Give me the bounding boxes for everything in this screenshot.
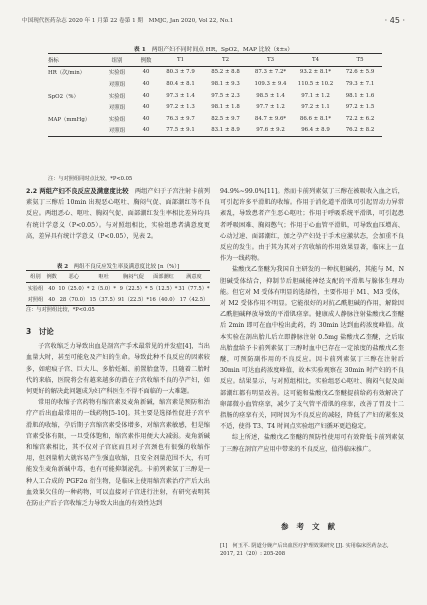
table2-col-header: 呕吐	[98, 274, 109, 280]
table-cell: 72.6 ± 5.9	[345, 69, 375, 76]
table-cell: 96.4 ± 8.9	[301, 127, 330, 134]
table-cell: 79.3 ± 7.1	[345, 80, 375, 87]
table-cell	[48, 101, 100, 113]
table-cell	[48, 78, 100, 90]
table-cell: 实验组	[108, 93, 126, 100]
table-cell: 84.7 ± 9.6*	[254, 115, 287, 122]
table-cell: 97.6 ± 9.2	[256, 127, 285, 134]
table1	[48, 53, 382, 137]
table2	[26, 270, 210, 306]
table-cell: 110.5 ± 10.2	[297, 80, 334, 87]
page-number: · 45 ·	[384, 15, 405, 25]
table-cell: 85.2 ± 8.8	[211, 69, 240, 76]
table-cell: 97.7 ± 1.2	[256, 104, 285, 111]
table2-caption	[26, 262, 210, 270]
table-row	[48, 101, 382, 113]
table1-col-header: 指标	[48, 57, 59, 64]
table2-header-row	[26, 271, 210, 283]
table-cell: 40	[142, 127, 150, 134]
table-row	[26, 283, 210, 295]
table1-label: 表 1	[133, 47, 146, 53]
table-cell: 77.5 ± 9.1	[166, 127, 195, 134]
reference-item: [1] 何玉平. 阴道分娩产后出血医疗护理效果研究 [J]. 实用临床医药杂志, 2017, 21（20）: 205-208	[220, 543, 389, 558]
table1-col-header: T3	[266, 56, 275, 63]
table1-col-header: T2	[221, 56, 230, 63]
references-list	[220, 542, 404, 559]
table1-note: 注：与对照组同时点比较，*P<0.05	[48, 176, 133, 182]
table-cell: 对照组	[27, 297, 44, 303]
table-cell: 80.4 ± 8.1	[166, 80, 195, 87]
left-column-bottom	[26, 326, 210, 509]
table-row	[26, 294, 210, 306]
table-cell: 15（37.5）	[89, 297, 118, 303]
paragraph: 综上所述，盐酸戊乙奎醚的预防性使用可有效降低卡前列素氨丁三醇在剖宫产应用中带来的不良反应，值得临床推广。	[220, 434, 404, 453]
table2-note: 注：与对照组比较，*P<0.05	[26, 307, 95, 313]
right-column	[220, 186, 404, 455]
section-heading-3: 3 讨论	[26, 327, 54, 336]
table-cell: 40	[142, 104, 150, 111]
table-cell: 31（77.5）*	[178, 286, 210, 292]
table-cell: 98.1 ± 1.8	[211, 104, 240, 111]
table-cell: 实验组	[27, 286, 44, 292]
table-cell: 87.3 ± 7.2*	[254, 69, 287, 76]
table-cell: HR（次/min）	[48, 70, 86, 77]
table1-header-row	[48, 54, 382, 67]
table2-col-header: 恶心	[68, 274, 80, 280]
table-cell: 98.1 ± 1.6	[345, 92, 375, 99]
table1-col-header: 组别	[111, 57, 123, 64]
table-cell: MAP（mmHg）	[48, 116, 91, 123]
table-cell: 97.1 ± 1.2	[301, 92, 330, 99]
table-cell: 91（22.5）*	[117, 297, 150, 303]
table1-caption-text: 两组产妇不同时间点 HR，SpO2，MAP 比较（x̄±s）	[151, 47, 294, 53]
table-cell: 9（22.5）*	[119, 286, 148, 292]
table-cell: 40	[142, 115, 150, 122]
table-cell	[48, 125, 100, 137]
table-cell: 97.3 ± 1.4	[166, 92, 195, 99]
table-cell: 97.2 ± 1.3	[166, 104, 195, 111]
table1-col-header: 例数	[140, 57, 152, 64]
table-cell: 72.2 ± 6.2	[345, 115, 375, 122]
table1-col-header: T4	[311, 56, 320, 63]
journal-info: 中国现代医药杂志 2020 年 1 月第 22 卷第 1 期 MMJC, Jan 2020, Vol 22, No.1	[22, 18, 234, 24]
table-cell: 93.2 ± 8.1*	[299, 69, 332, 76]
table-cell: 76.2 ± 8.2	[345, 127, 375, 134]
table-cell: 实验组	[108, 70, 126, 77]
table-row	[48, 113, 382, 125]
table-cell: 83.1 ± 8.9	[211, 127, 240, 134]
table1-caption	[0, 44, 427, 53]
table-row	[48, 66, 382, 78]
table2-col-header: 胸闷气促	[123, 274, 144, 280]
table-row	[48, 90, 382, 102]
table2-col-header: 面部潮红	[153, 274, 174, 280]
table-cell: 对照组	[108, 128, 126, 135]
table-cell: 98.1 ± 9.3	[211, 80, 240, 87]
section-heading-2-2: 2.2 两组产妇不良反应及满意度比较	[26, 188, 129, 195]
table-cell: 98.5 ± 1.4	[256, 92, 285, 99]
table-cell: 80.3 ± 7.9	[166, 69, 195, 76]
table-cell: 28（70.0）	[59, 297, 89, 303]
table-cell: 对照组	[108, 105, 126, 112]
table-cell: 97.5 ± 2.3	[211, 92, 240, 99]
references-heading: 参考文献	[281, 522, 343, 531]
table-cell: SpO2（%）	[48, 93, 79, 100]
table-cell: 17（42.5）	[179, 297, 209, 303]
table1-col-header: T5	[356, 56, 364, 63]
paragraph: 两组产妇于子宫注射卡前列素氨丁三醇后 10min 出现恶心呕吐、胸闷气促、面部潮红等不良反应。两组恶心、呕吐、胸闷气促、面部潮红发生率相比差异均具有统计学意义（P<0.05）。与对照组相比，实验组患者满意度更高，差异具有统计学意义（P<0.05），见表 2。	[26, 188, 210, 240]
running-header	[22, 14, 405, 26]
table-cell: 97.2 ± 1.5	[345, 104, 375, 111]
table-cell: 16（40.0）	[149, 297, 178, 303]
left-column-top	[26, 186, 210, 242]
table-cell: 实验组	[108, 116, 126, 123]
table-cell: 5（12.5）*	[149, 286, 178, 292]
table-cell: 86.6 ± 8.1*	[299, 115, 332, 122]
table1-col-header: T1	[176, 56, 185, 63]
table-cell: 2（5.0）*	[91, 286, 116, 292]
paragraph: 盐酸戊乙奎醚为我国自主研发的一种抗胆碱药，其能与 M、N 胆碱受体结合，抑制节后胆碱能神经支配的平滑肌与腺体生理功能。但它对 M 受体有明显的选择性，主要作用于 M1、M3 受体，对 M2 受体作用不明显。它能很好的对抗乙酰胆碱的作用，解除因乙酰胆碱释放导致的平滑肌痉挛。健康成人静脉注射盐酸戊乙奎醚后 2min 即可在血中检出此药，约 30min 达到血药浓度峰值。故本实验在剖出胎儿后立即静脉注射 0.5mg 盐酸戊乙奎醚，之后取出胎盘给予卡前列素氨丁三醇时血中已存在一定浓度的盐酸戊乙奎醚，可预防副作用的不良反应。因卡前列素氨丁三醇在注射后 30min 可达血药浓度峰值，故本实验观察在 30min 时产妇的不良反应。结果显示，与对照组相比，实验组恶心呕吐、胸闷气促及面部潮红都有明显改善。这可能和盐酸戊乙奎醚提前给药有效解决了卵部微小血管痉挛，减少了支气管平滑肌的痉挛，改善了胃及十二指肠的痉挛有关，同时因为不良反应的减轻，降低了产妇的紧张及不适，使得 T3、T4 时间点实验组产妇循环更趋稳定。	[220, 266, 404, 431]
table2-caption-text: 两组不良反应发生率及满意度比较 [n（%）]	[73, 264, 180, 270]
table-cell: 97.2 ± 1.1	[301, 104, 330, 111]
table2-label: 表 2	[56, 264, 69, 270]
table2-col-header: 组别	[30, 274, 41, 280]
table-cell: 40	[142, 69, 150, 76]
table-cell: 40	[48, 285, 55, 292]
table-cell: 40	[142, 92, 150, 99]
table2-col-header: 例数	[46, 274, 57, 280]
table-cell: 40	[48, 296, 55, 303]
table-cell: 40	[142, 80, 150, 87]
table-cell: 10（25.0）*	[58, 286, 90, 292]
table-cell: 76.3 ± 9.7	[166, 115, 195, 122]
table-row	[48, 78, 382, 90]
paragraph: 常用的收缩子宫药物有缩宫素及麦角新碱，缩宫素是预防和治疗产后出血最常用的一线药物[5-10]。其主要是选择性促进子宫平滑肌的收缩，孕后期子宫缩宫素受体增多，对缩宫素敏感，但是缩宫素受体有限，一旦受体饱和，缩宫素作用便大大减弱。麦角新碱和缩宫素相比，其不仅对子宫底而且对子宫颈也有很强的收缩作用，但剂量稍大就容易产生强直收缩，且安全剂量范围不大，有可能发生麦角新碱中毒，也有可能抑制泌乳。卡前列素氨丁三醇是一种人工合成的 PGF2α 衍生物，是临床上使用缩宫素治疗产后大出血效果欠佳的一种药物，可以直接对子宫进行注射，有研究表明其在防止产后子宫收缩乏力导致大出血的有效性达到	[26, 399, 210, 508]
table-row	[48, 125, 382, 137]
paragraph: 子宫收缩乏力导致出血是剖宫产手术最常见的并发症[4]，当出血量大时，甚至可能危及产妇的生命。导致此种不良反应的因素较多，如疤痕子宫、巨大儿、多胎妊娠、前置胎盘等，且随着二胎时代的来临，医院将会有越来越多的潜在子宫收缩不良的孕产妇，如何更好的解决此问题成为妇产科医生不得不面临的一大难题。	[26, 343, 210, 396]
table-cell: 对照组	[108, 81, 126, 88]
table-cell: 109.3 ± 9.4	[254, 80, 287, 87]
paragraph: 94.9%~99.0%[11]。然而卡前列素氨丁三醇在被吸收入血之后，可引起许多平滑肌的收缩。作用于消化道平滑肌可引起胃动力异常紊乱，导致患者产生恶心呕吐；作用于呼吸系统平滑肌，可引起患者呼吸困难、胸闷憋气；作用于心血管平滑肌，可导致血压增高、心动过速、面部潮红，加之孕产妇处于手术应激状态，会加重不良反应的发生。由于其为其对子宫收缩的作用效果显著，临床上一直作为一线药物。	[220, 188, 404, 263]
table-cell: 82.5 ± 9.7	[211, 115, 240, 122]
table2-col-header: 满意度	[186, 274, 202, 280]
